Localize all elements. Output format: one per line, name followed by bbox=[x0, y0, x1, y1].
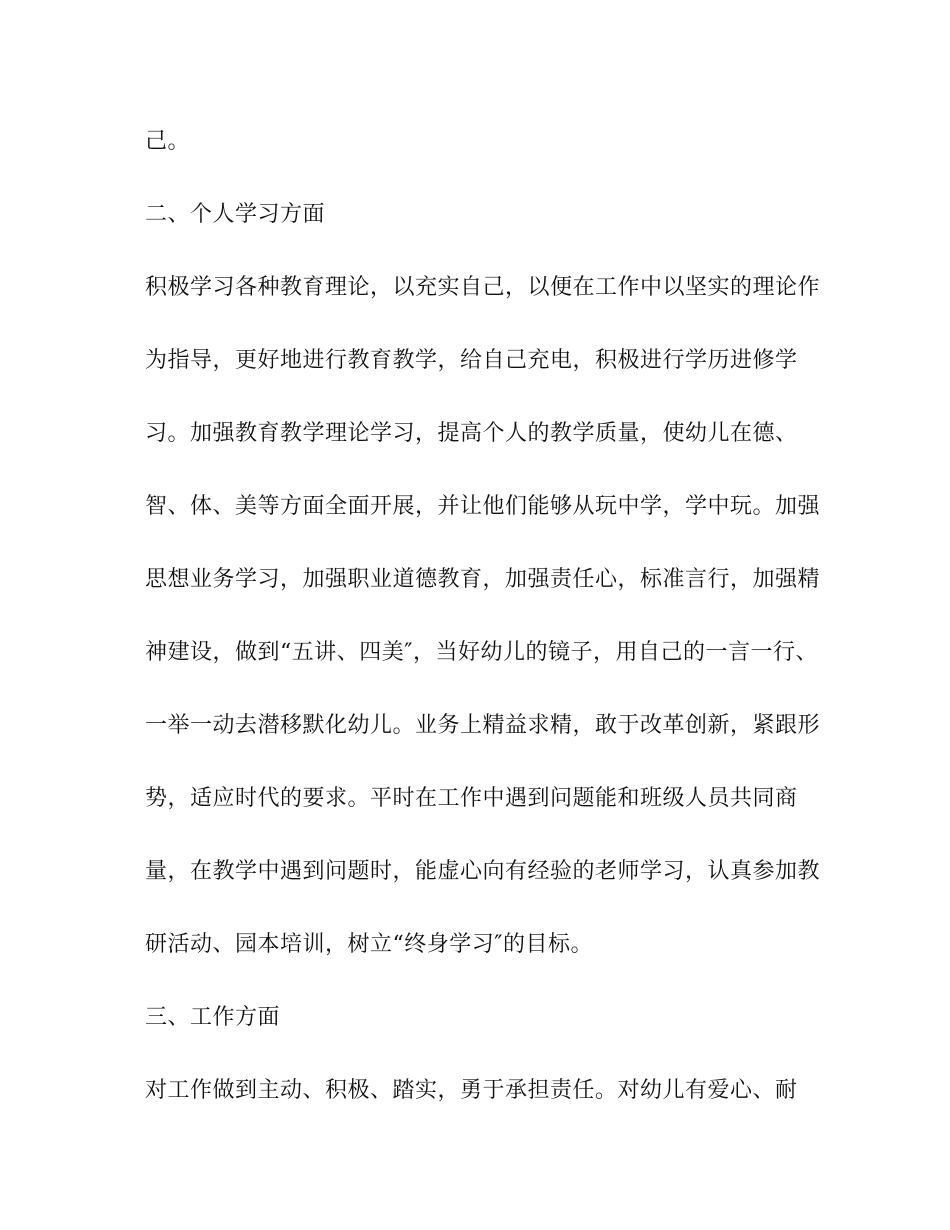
text-line: 智、体、美等方面全面开展，并让他们能够从玩中学，学中玩。加强 bbox=[145, 494, 821, 519]
text-line: 己。 bbox=[145, 129, 191, 154]
text-line: 一举一动去潜移默化幼儿。业务上精益求精，敢于改革创新，紧跟形 bbox=[145, 713, 821, 738]
text-line: 习。加强教育教学理论学习，提高个人的教学质量，使幼儿在德、 bbox=[145, 421, 798, 446]
text-line: 积极学习各种教育理论，以充实自己，以便在工作中以坚实的理论作 bbox=[145, 275, 821, 300]
section-heading: 二、个人学习方面 bbox=[145, 202, 326, 227]
text-line: 量，在教学中遇到问题时，能虚心向有经验的老师学习，认真参加教 bbox=[145, 859, 821, 884]
section-heading: 三、工作方面 bbox=[145, 1005, 281, 1030]
text-line: 神建设，做到“五讲、四美″，当好幼儿的镜子，用自己的一言一行、 bbox=[145, 640, 818, 665]
text-line: 势，适应时代的要求。平时在工作中遇到问题能和班级人员共同商 bbox=[145, 786, 798, 811]
text-line: 研活动、园本培训，树立“终身学习″的目标。 bbox=[145, 932, 593, 957]
text-line: 思想业务学习，加强职业道德教育，加强责任心，标准言行，加强精 bbox=[145, 567, 821, 592]
text-line: 对工作做到主动、积极、踏实，勇于承担责任。对幼儿有爱心、耐 bbox=[145, 1078, 798, 1103]
text-line: 为指导，更好地进行教育教学，给自己充电，积极进行学历进修学 bbox=[145, 348, 798, 373]
